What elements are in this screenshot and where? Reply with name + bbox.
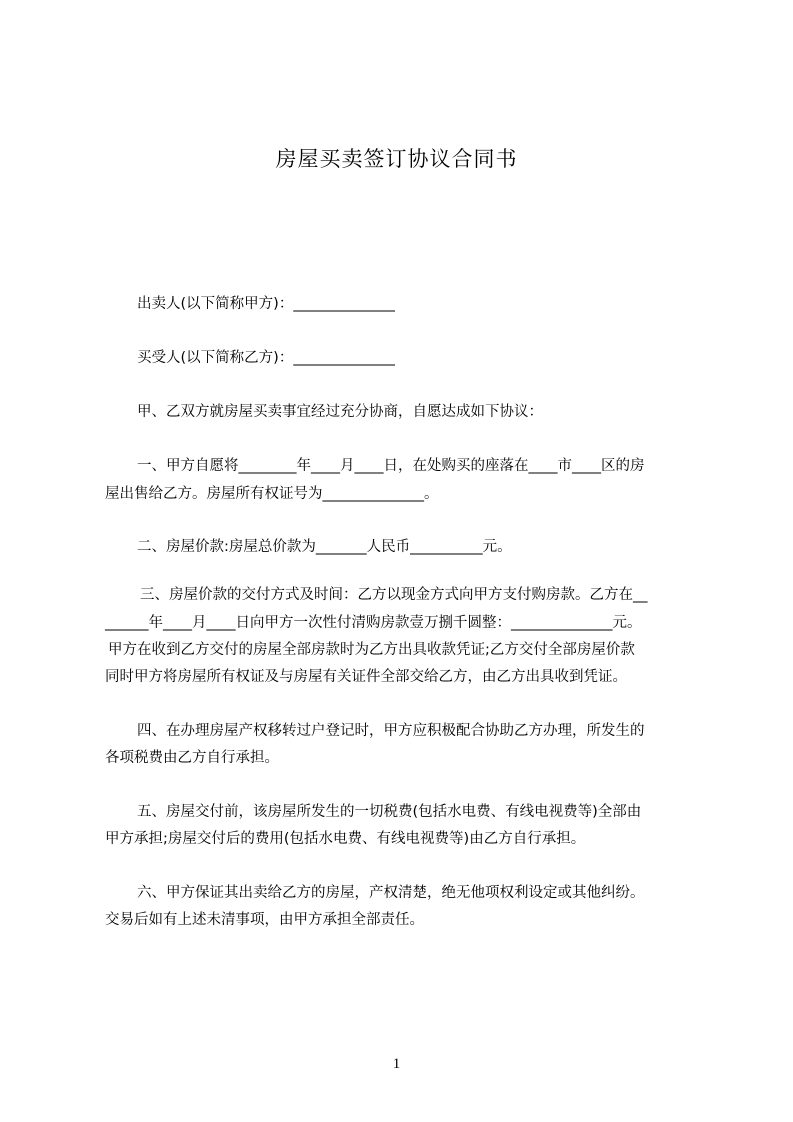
agreement-intro: 甲、乙双方就房屋买卖事宜经过充分协商，自愿达成如下协议： [137,404,543,420]
clause-5-line-1: 五、房屋交付前，该房屋所发生的一切税费(包括水电费、有线电视费等)全部由 [137,804,642,820]
clause-3-line-1: 三、房屋价款的交付方式及时间：乙方以现金方式向甲方支付购房款。乙方在__ [140,587,648,603]
page-number: 1 [392,1056,401,1072]
clause-3-line-2: ______年____月____日向甲方一次性付清购房款壹万捌千圆整：______________元。 [105,615,642,631]
clause-3-line-4: 同时甲方将房屋所有权证及与房屋有关证件全部交给乙方，由乙方出具收到凭证。 [105,669,627,685]
seller-line: 出卖人(以下简称甲方)：______________ [137,296,395,312]
clause-1-line-1: 一、甲方自愿将________年____月____日，在处购买的座落在____市____区的房 [137,458,645,474]
clause-5-line-2: 甲方承担;房屋交付后的费用(包括水电费、有线电视费等)由乙方自行承担。 [105,831,586,847]
document-title: 房屋买卖签订协议合同书 [275,147,518,171]
clause-1-line-2: 屋出售给乙方。房屋所有权证号为______________。 [105,486,439,502]
clause-4-line-2: 各项税费由乙方自行承担。 [105,750,279,766]
clause-3-line-3: 甲方在收到乙方交付的房屋全部房款时为乙方出具收款凭证;乙方交付全部房屋价款 [108,642,635,658]
clause-6-line-1: 六、甲方保证其出卖给乙方的房屋，产权清楚，绝无他项权利设定或其他纠纷。 [137,885,645,901]
clause-4-line-1: 四、在办理房屋产权移转过户登记时，甲方应积极配合协助乙方办理，所发生的 [137,723,645,739]
clause-2-line-1: 二、房屋价款:房屋总价款为_______人民币__________元。 [137,539,512,555]
clause-6-line-2: 交易后如有上述未清事项，由甲方承担全部责任。 [105,912,424,928]
buyer-line: 买受人(以下简称乙方)：______________ [137,350,395,366]
